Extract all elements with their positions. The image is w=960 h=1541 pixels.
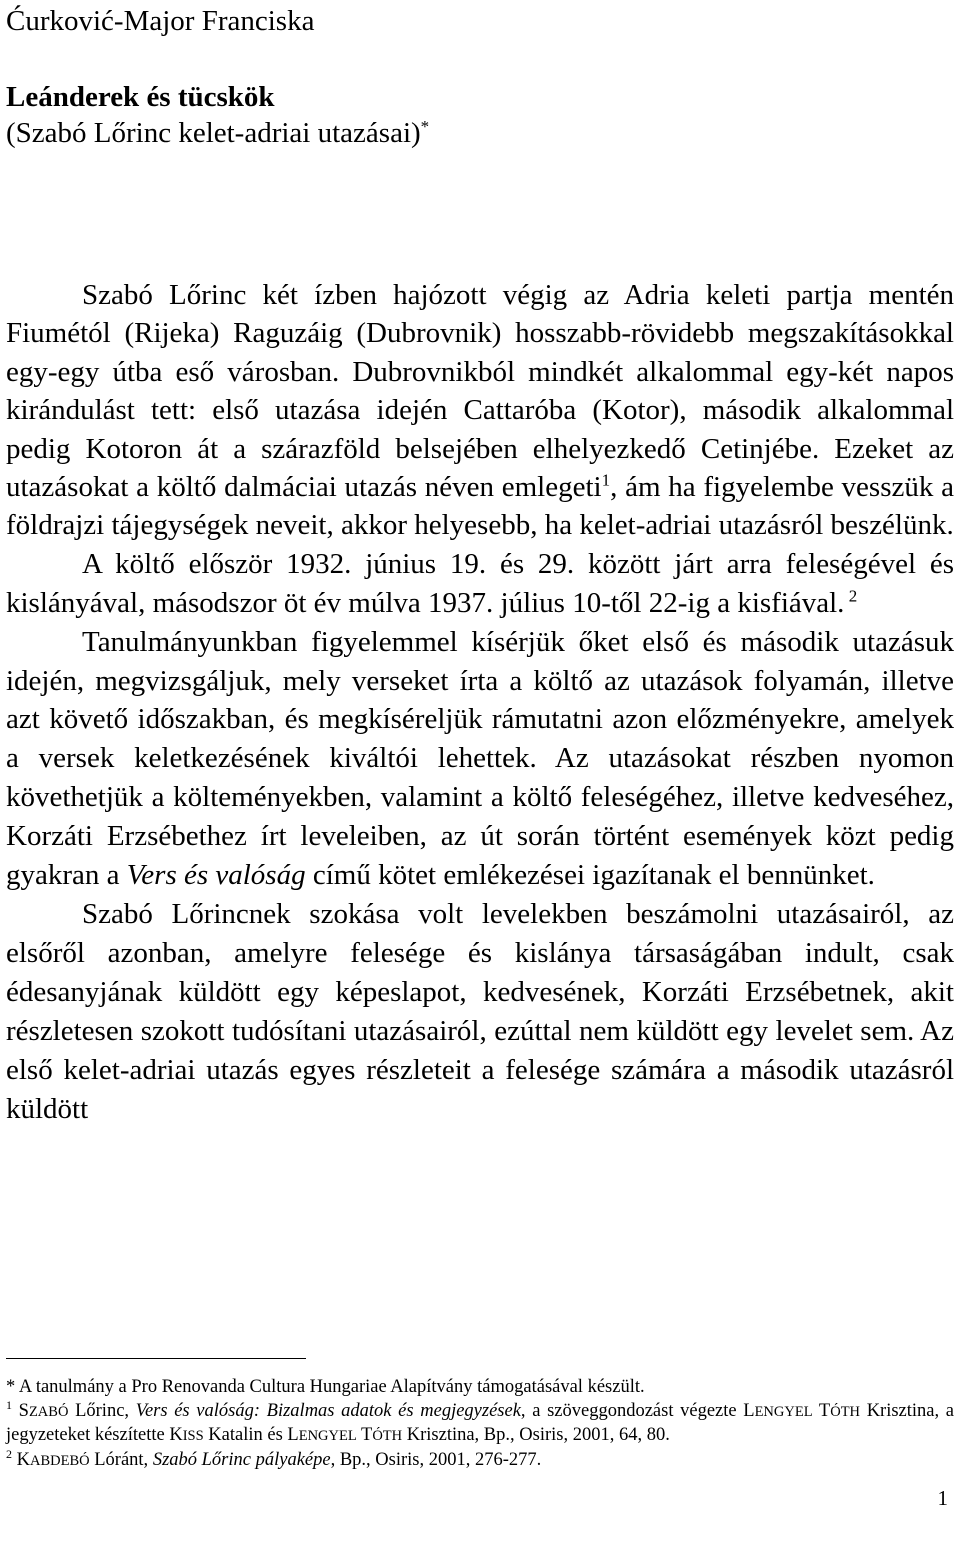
fn1-part: Lőrinc, (68, 1400, 136, 1421)
paragraph-3 (6, 623, 954, 895)
paragraph-3-text-end: című kötet emlékezései igazítanak el bennünket. (305, 859, 875, 892)
author-name: Ćurković-Major Franciska (6, 5, 315, 37)
fn2-smallcaps: ABDEBÓ (30, 1452, 90, 1469)
fn2-book-title: Szabó Lőrinc pályaképe (152, 1449, 331, 1470)
fn1-part: , a szöveggondozást végezte L (520, 1400, 755, 1421)
fn1-smallcaps: ISS (182, 1428, 204, 1444)
subtitle-text: (Szabó Lőrinc kelet-adriai utazásai) (6, 117, 421, 149)
footnote-2-number: 2 (6, 1446, 12, 1461)
paragraph-2 (6, 545, 954, 623)
fn2-part: Lóránt, (89, 1449, 153, 1470)
paragraph-4 (6, 895, 954, 1128)
paragraph-1-text-end: , ám ha figyelembe vesszük a földrajzi tájegységek neveit, akkor helyesebb, ha kelet-adriai utazásról beszélünk. (6, 471, 954, 542)
paragraph-2-text: A költő először 1932. június 19. és 29. között járt arra feleségével és kislányával, másodszor öt év múlva 1937. július 10-től 22-ig a kisfiával. (6, 547, 954, 619)
fn1-book-title: Vers és valóság: Bizalmas adatok és megjegyzések (135, 1400, 521, 1421)
fn1-smallcaps: ÓTH (372, 1428, 403, 1444)
body-text (6, 276, 954, 1128)
fn1-part: T (812, 1400, 831, 1421)
book-title-italic: Vers és valóság (126, 859, 306, 892)
footnote-2 (6, 1446, 954, 1474)
footnotes (6, 1376, 954, 1473)
footnote-1 (6, 1397, 955, 1449)
page-number: 1 (937, 1486, 948, 1510)
article-title: Leánderek és tücskök (6, 81, 275, 113)
footnote-ref-2[interactable]: 2 (844, 586, 858, 606)
paragraph-4-text: Szabó Lőrincnek szokása volt levelekben beszámolni utazásairól, az elsőről azonban, amelyre felesége és kislánya társaságában indult, csak édesanyjának küldött egy képeslapot, kedvesének, Korzáti Erzsébetnek, akit részletesen szokott tudósítani utazásairól, ezúttal nem küldött egy levelet sem. Az első kelet-adriai utazás egyes részleteit a felesége számára a második utazásról küldött (6, 898, 954, 1125)
fn1-smallcaps: ZABÓ (28, 1403, 69, 1420)
subtitle-footnote-mark: * (420, 117, 430, 136)
paragraph-1-text: Szabó Lőrinc két ízben hajózott végig az Adria keleti partja mentén Fiumétól (Rijeka) Raguzáig (Dubrovnik) hosszabb-rövidebb megszakításokkal egy-egy útba eső városban. Dubrovnikból mindkét alkalommal egy-két napos kirándulást tett: első utazása idején Cattaróba (Kotor), második alkalommal pedig Kotoron át a szárazföld belsejében elhelyezkedő Cetinjébe. Ezeket az utazásokat a költő dalmáciai utazás néven emlegeti (6, 279, 954, 504)
footnote-divider (6, 1358, 306, 1359)
fn1-part: Katalin és L (203, 1425, 299, 1445)
paragraph-3-text: Tanulmányunkban figyelemmel kísérjük őket első és második utazásuk idején, megvizsgáljuk, mely verseket írta a költő az utazások folyamán, illetve azt követő időszakban, és megkíséreljük rámutatni azon előzményekre, amelyek a versek keletkezésének kiváltói lehettek. Az utazásokat részben nyomon követhetjük a költeményekben, valamint a költő feleségéhez, illetve kedveséhez, Korzáti Erzsébethez írt leveleiben, az út során történt események közt pedig gyakran a (6, 625, 954, 892)
fn1-part: Krisztina, Bp., Osiris, 2001, 64, 80. (402, 1425, 670, 1445)
article-subtitle (6, 116, 429, 150)
fn1-smallcaps: ÓTH (830, 1403, 861, 1420)
fn2-part: , Bp., Osiris, 2001, 276-277. (330, 1449, 542, 1470)
paragraph-1 (6, 276, 954, 545)
fn1-smallcaps: ENGYEL (754, 1403, 813, 1420)
footnote-star: * A tanulmány a Pro Renovanda Cultura Hungariae Alapítvány támogatásával készült. (6, 1377, 645, 1397)
fn2-part: K (12, 1449, 30, 1470)
fn1-part: S (12, 1400, 29, 1421)
fn1-smallcaps: ENGYEL (298, 1428, 357, 1444)
fn1-part: T (356, 1425, 373, 1445)
fn1-part: Krisztina, a jegyzeteket készítette K (6, 1400, 955, 1445)
footnote-ref-1[interactable]: 1 (601, 470, 611, 490)
footnote-1-number: 1 (6, 1397, 12, 1412)
